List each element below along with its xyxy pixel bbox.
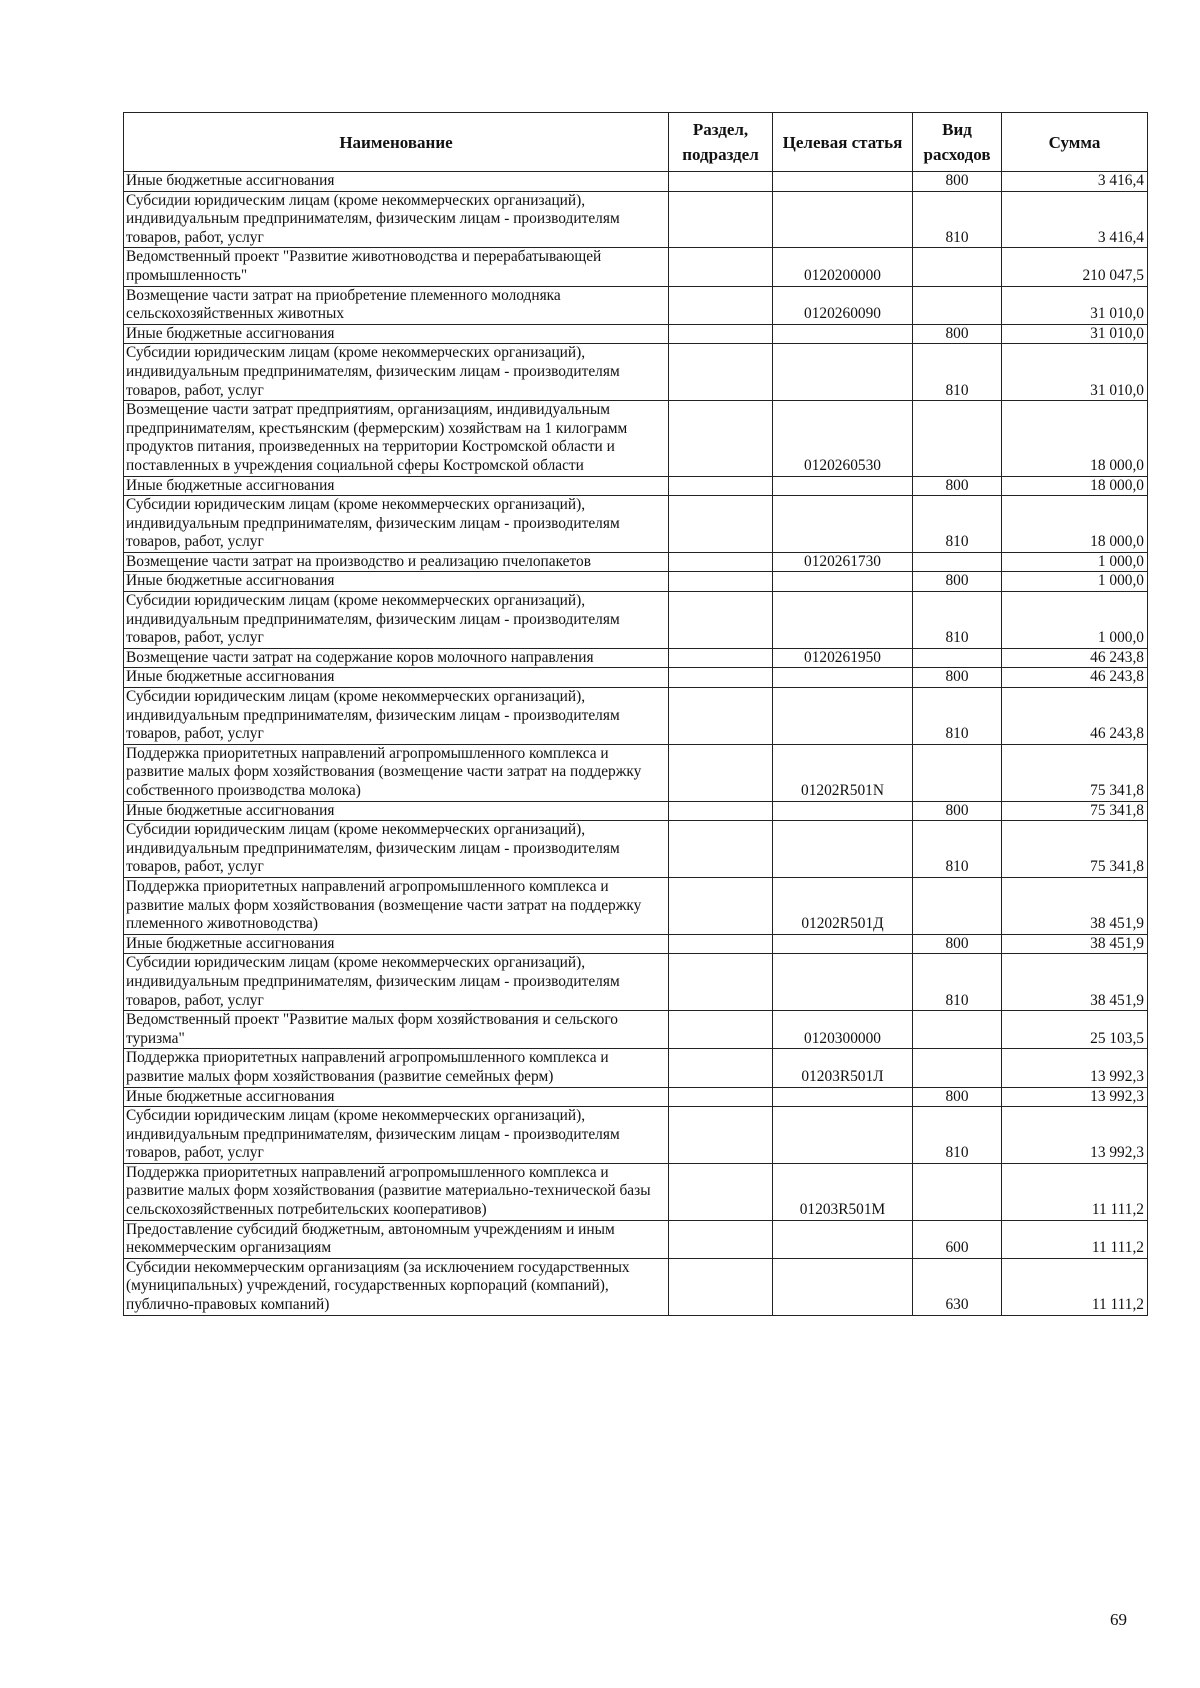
header-type: Вид расходов	[913, 113, 1002, 172]
cell-sum: 1 000,0	[1002, 552, 1148, 572]
cell-article	[773, 1087, 913, 1107]
cell-sum: 1 000,0	[1002, 572, 1148, 592]
cell-article	[773, 1258, 913, 1315]
cell-name: Субсидии юридическим лицам (кроме некоммерческих организаций), индивидуальным предпринимателям, физическим лицам - производителям товаров, работ, услуг	[124, 191, 669, 248]
table-row	[124, 668, 1148, 688]
cell-name: Возмещение части затрат на производство и реализацию пчелопакетов	[124, 552, 669, 572]
cell-type	[913, 1049, 1002, 1087]
cell-article	[773, 821, 913, 878]
cell-sum: 11 111,2	[1002, 1163, 1148, 1220]
cell-type: 810	[913, 688, 1002, 745]
table-row	[124, 572, 1148, 592]
cell-article: 0120200000	[773, 248, 913, 286]
cell-sum: 31 010,0	[1002, 286, 1148, 324]
cell-section	[669, 1011, 773, 1049]
cell-section	[669, 1087, 773, 1107]
header-section: Раздел, подраздел	[669, 113, 773, 172]
cell-article	[773, 592, 913, 649]
cell-name: Субсидии юридическим лицам (кроме некоммерческих организаций), индивидуальным предпринимателям, физическим лицам - производителям товаров, работ, услуг	[124, 821, 669, 878]
table-row	[124, 934, 1148, 954]
table-row	[124, 1049, 1148, 1087]
cell-type	[913, 552, 1002, 572]
cell-type: 800	[913, 172, 1002, 192]
cell-type: 800	[913, 476, 1002, 496]
cell-type: 800	[913, 801, 1002, 821]
cell-type	[913, 401, 1002, 476]
cell-section	[669, 248, 773, 286]
cell-section	[669, 1049, 773, 1087]
cell-article: 0120300000	[773, 1011, 913, 1049]
cell-article: 01203R501М	[773, 1163, 913, 1220]
cell-section	[669, 344, 773, 401]
cell-article: 0120260090	[773, 286, 913, 324]
cell-sum: 25 103,5	[1002, 1011, 1148, 1049]
header-sum: Сумма	[1002, 113, 1148, 172]
cell-section	[669, 552, 773, 572]
table-row	[124, 744, 1148, 801]
cell-section	[669, 1163, 773, 1220]
cell-article	[773, 572, 913, 592]
cell-type	[913, 1011, 1002, 1049]
cell-name: Поддержка приоритетных направлений агропромышленного комплекса и развитие малых форм хозяйствования (развитие материально-технической базы сельскохозяйственных потребительских кооперативов)	[124, 1163, 669, 1220]
cell-article: 01203R501Л	[773, 1049, 913, 1087]
cell-sum: 75 341,8	[1002, 744, 1148, 801]
cell-name: Субсидии юридическим лицам (кроме некоммерческих организаций), индивидуальным предпринимателям, физическим лицам - производителям товаров, работ, услуг	[124, 954, 669, 1011]
cell-sum: 18 000,0	[1002, 496, 1148, 553]
cell-sum: 3 416,4	[1002, 191, 1148, 248]
cell-type: 800	[913, 668, 1002, 688]
cell-name: Поддержка приоритетных направлений агропромышленного комплекса и развитие малых форм хозяйствования (возмещение части затрат на поддержку племенного животноводства)	[124, 877, 669, 934]
cell-section	[669, 821, 773, 878]
cell-type	[913, 877, 1002, 934]
table-row	[124, 801, 1148, 821]
table-row	[124, 344, 1148, 401]
cell-name: Предоставление субсидий бюджетным, автономным учреждениям и иным некоммерческим организациям	[124, 1220, 669, 1258]
cell-section	[669, 668, 773, 688]
cell-name: Иные бюджетные ассигнования	[124, 668, 669, 688]
table-header-row	[124, 113, 1148, 172]
table-row	[124, 592, 1148, 649]
cell-name: Иные бюджетные ассигнования	[124, 172, 669, 192]
table-row	[124, 1011, 1148, 1049]
cell-name: Иные бюджетные ассигнования	[124, 934, 669, 954]
cell-type: 630	[913, 1258, 1002, 1315]
cell-name: Иные бюджетные ассигнования	[124, 324, 669, 344]
cell-name: Возмещение части затрат на приобретение племенного молодняка сельскохозяйственных животных	[124, 286, 669, 324]
table-row	[124, 476, 1148, 496]
cell-name: Иные бюджетные ассигнования	[124, 476, 669, 496]
cell-name: Субсидии юридическим лицам (кроме некоммерческих организаций), индивидуальным предпринимателям, физическим лицам - производителям товаров, работ, услуг	[124, 496, 669, 553]
cell-section	[669, 648, 773, 668]
cell-article	[773, 172, 913, 192]
cell-article	[773, 688, 913, 745]
cell-sum: 46 243,8	[1002, 648, 1148, 668]
table-row	[124, 877, 1148, 934]
cell-section	[669, 1258, 773, 1315]
cell-type	[913, 248, 1002, 286]
table-row	[124, 821, 1148, 878]
cell-name: Ведомственный проект "Развитие животноводства и перерабатывающей промышленность"	[124, 248, 669, 286]
cell-sum: 18 000,0	[1002, 401, 1148, 476]
cell-article: 0120260530	[773, 401, 913, 476]
table-row	[124, 401, 1148, 476]
cell-name: Субсидии юридическим лицам (кроме некоммерческих организаций), индивидуальным предпринимателям, физическим лицам - производителям товаров, работ, услуг	[124, 688, 669, 745]
table-row	[124, 496, 1148, 553]
cell-section	[669, 476, 773, 496]
cell-section	[669, 954, 773, 1011]
table-row	[124, 248, 1148, 286]
cell-type	[913, 286, 1002, 324]
cell-section	[669, 1107, 773, 1164]
cell-section	[669, 286, 773, 324]
cell-sum: 31 010,0	[1002, 344, 1148, 401]
cell-name: Иные бюджетные ассигнования	[124, 801, 669, 821]
cell-sum: 75 341,8	[1002, 801, 1148, 821]
table-row	[124, 552, 1148, 572]
cell-article: 0120261730	[773, 552, 913, 572]
cell-section	[669, 1220, 773, 1258]
cell-sum: 13 992,3	[1002, 1049, 1148, 1087]
cell-section	[669, 572, 773, 592]
cell-sum: 38 451,9	[1002, 877, 1148, 934]
header-article: Целевая статья	[773, 113, 913, 172]
cell-section	[669, 172, 773, 192]
budget-table-sheet	[123, 112, 1147, 1316]
cell-article: 0120261950	[773, 648, 913, 668]
cell-sum: 1 000,0	[1002, 592, 1148, 649]
cell-name: Возмещение части затрат предприятиям, организациям, индивидуальным предпринимателям, крестьянским (фермерским) хозяйствам на 1 килограмм продуктов питания, произведенных на территории Костромской области и поставленных в учреждения социальной сферы Костромской области	[124, 401, 669, 476]
cell-type: 600	[913, 1220, 1002, 1258]
cell-section	[669, 744, 773, 801]
cell-sum: 18 000,0	[1002, 476, 1148, 496]
table-row	[124, 1087, 1148, 1107]
budget-table	[123, 112, 1148, 1316]
cell-article	[773, 324, 913, 344]
table-row	[124, 954, 1148, 1011]
cell-article	[773, 476, 913, 496]
table-row	[124, 1220, 1148, 1258]
cell-name: Субсидии юридическим лицам (кроме некоммерческих организаций), индивидуальным предпринимателям, физическим лицам - производителям товаров, работ, услуг	[124, 592, 669, 649]
cell-type: 810	[913, 592, 1002, 649]
table-row	[124, 648, 1148, 668]
cell-sum: 38 451,9	[1002, 954, 1148, 1011]
cell-name: Иные бюджетные ассигнования	[124, 1087, 669, 1107]
cell-section	[669, 592, 773, 649]
cell-section	[669, 324, 773, 344]
cell-article: 01202R501N	[773, 744, 913, 801]
cell-article: 01202R501Д	[773, 877, 913, 934]
cell-sum: 3 416,4	[1002, 172, 1148, 192]
header-name: Наименование	[124, 113, 669, 172]
cell-article	[773, 801, 913, 821]
cell-name: Ведомственный проект "Развитие малых форм хозяйствования и сельского туризма"	[124, 1011, 669, 1049]
cell-type	[913, 648, 1002, 668]
cell-type: 800	[913, 572, 1002, 592]
cell-name: Возмещение части затрат на содержание коров молочного направления	[124, 648, 669, 668]
cell-name: Поддержка приоритетных направлений агропромышленного комплекса и развитие малых форм хозяйствования (развитие семейных ферм)	[124, 1049, 669, 1087]
cell-section	[669, 877, 773, 934]
cell-sum: 75 341,8	[1002, 821, 1148, 878]
table-row	[124, 172, 1148, 192]
cell-type	[913, 1163, 1002, 1220]
table-row	[124, 286, 1148, 324]
cell-article	[773, 191, 913, 248]
cell-article	[773, 668, 913, 688]
cell-type: 810	[913, 191, 1002, 248]
table-row	[124, 688, 1148, 745]
cell-type: 810	[913, 496, 1002, 553]
table-row	[124, 191, 1148, 248]
cell-section	[669, 191, 773, 248]
cell-name: Субсидии юридическим лицам (кроме некоммерческих организаций), индивидуальным предпринимателям, физическим лицам - производителям товаров, работ, услуг	[124, 1107, 669, 1164]
cell-section	[669, 801, 773, 821]
cell-type: 810	[913, 821, 1002, 878]
cell-article	[773, 344, 913, 401]
cell-sum: 11 111,2	[1002, 1220, 1148, 1258]
cell-article	[773, 1107, 913, 1164]
cell-type: 800	[913, 324, 1002, 344]
table-body	[124, 172, 1148, 1316]
cell-article	[773, 934, 913, 954]
table-row	[124, 1258, 1148, 1315]
cell-sum: 11 111,2	[1002, 1258, 1148, 1315]
table-row	[124, 324, 1148, 344]
cell-name: Иные бюджетные ассигнования	[124, 572, 669, 592]
cell-sum: 13 992,3	[1002, 1107, 1148, 1164]
cell-sum: 210 047,5	[1002, 248, 1148, 286]
cell-article	[773, 954, 913, 1011]
cell-sum: 38 451,9	[1002, 934, 1148, 954]
cell-sum: 31 010,0	[1002, 324, 1148, 344]
cell-article	[773, 496, 913, 553]
table-row	[124, 1163, 1148, 1220]
cell-type: 810	[913, 344, 1002, 401]
cell-type: 810	[913, 954, 1002, 1011]
cell-section	[669, 496, 773, 553]
cell-sum: 46 243,8	[1002, 688, 1148, 745]
cell-section	[669, 688, 773, 745]
cell-type: 800	[913, 934, 1002, 954]
cell-type: 810	[913, 1107, 1002, 1164]
cell-section	[669, 934, 773, 954]
cell-sum: 13 992,3	[1002, 1087, 1148, 1107]
cell-name: Поддержка приоритетных направлений агропромышленного комплекса и развитие малых форм хозяйствования (возмещение части затрат на поддержку собственного производства молока)	[124, 744, 669, 801]
cell-sum: 46 243,8	[1002, 668, 1148, 688]
cell-type: 800	[913, 1087, 1002, 1107]
cell-article	[773, 1220, 913, 1258]
cell-name: Субсидии юридическим лицам (кроме некоммерческих организаций), индивидуальным предпринимателям, физическим лицам - производителям товаров, работ, услуг	[124, 344, 669, 401]
cell-type	[913, 744, 1002, 801]
cell-name: Субсидии некоммерческим организациям (за исключением государственных (муниципальных) учреждений, государственных корпораций (компаний), публично-правовых компаний)	[124, 1258, 669, 1315]
page-number: 69	[1110, 1610, 1127, 1629]
table-row	[124, 1107, 1148, 1164]
cell-section	[669, 401, 773, 476]
